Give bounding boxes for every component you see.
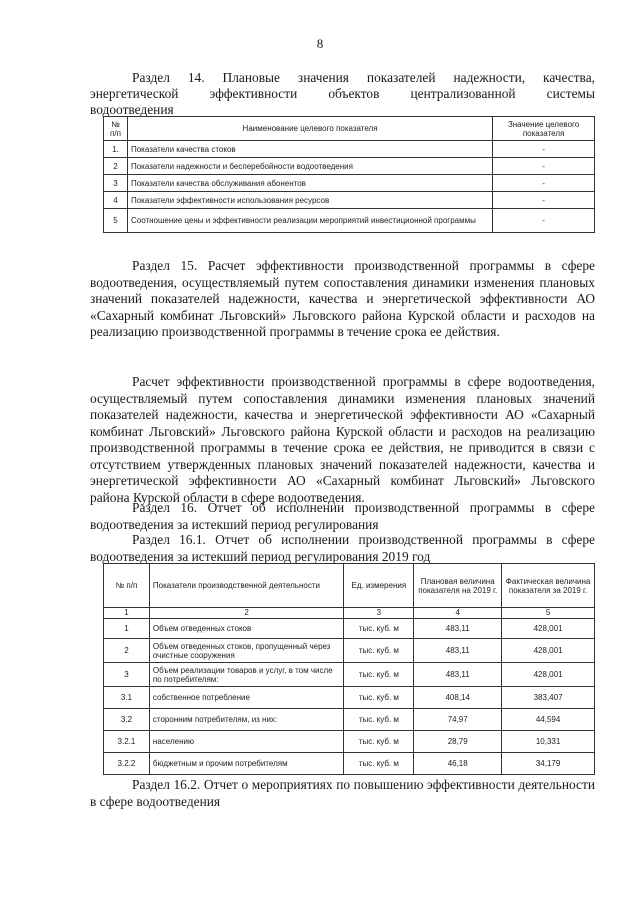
header-num: № п/п	[104, 564, 150, 608]
row-fact: 34,179	[502, 753, 595, 775]
row-num: 3.1	[104, 687, 150, 709]
table-row	[104, 619, 595, 639]
row-num: 3	[104, 663, 150, 687]
row-num: 2	[104, 158, 128, 175]
row-name: собственное потребление	[149, 687, 344, 709]
row-name: Показатели надежности и бесперебойности водоотведения	[127, 158, 492, 175]
table-row	[104, 639, 595, 663]
section14-heading	[90, 70, 595, 87]
section16-2-heading: Раздел 16.2. Отчет о мероприятиях по повышению эффективности деятельности в сфере водоотведения	[90, 777, 595, 809]
row-num: 2	[104, 639, 150, 663]
row-num: 1	[104, 619, 150, 639]
col-number: 3	[344, 608, 414, 619]
col-number: 5	[502, 608, 595, 619]
row-unit: тыс. куб. м	[344, 731, 414, 753]
column-number-row	[104, 608, 595, 619]
production-report-table	[103, 563, 595, 775]
row-name: Объем реализации товаров и услуг, в том числе по потребителям:	[149, 663, 344, 687]
table-row	[104, 175, 595, 192]
col-number: 4	[414, 608, 502, 619]
row-name: бюджетным и прочим потребителям	[149, 753, 344, 775]
row-num: 3	[104, 175, 128, 192]
row-name: сторонним потребителям, из них:	[149, 709, 344, 731]
table-row	[104, 731, 595, 753]
row-fact: 383,407	[502, 687, 595, 709]
header-fact: Фактическая величина показателя за 2019 г.	[502, 564, 595, 608]
row-name: Показатели эффективности использования ресурсов	[127, 192, 492, 209]
row-plan: 28,79	[414, 731, 502, 753]
row-plan: 483,11	[414, 639, 502, 663]
header-unit: Ед. измерения	[344, 564, 414, 608]
table-row	[104, 141, 595, 158]
section16-1-heading: Раздел 16.1. Отчет об исполнении производственной программы в сфере водоотведения за истекший период регулирования 2019 год	[90, 532, 595, 564]
section14-heading-line1: Раздел 14. Плановые значения показателей надежности, качества,	[132, 70, 595, 85]
row-unit: тыс. куб. м	[344, 753, 414, 775]
row-name: Объем отведенных стоков	[149, 619, 344, 639]
row-plan: 483,11	[414, 663, 502, 687]
table-row	[104, 158, 595, 175]
row-plan: 74,97	[414, 709, 502, 731]
table-header-row	[104, 564, 595, 608]
table-row	[104, 687, 595, 709]
row-unit: тыс. куб. м	[344, 687, 414, 709]
table-row	[104, 663, 595, 687]
row-unit: тыс. куб. м	[344, 619, 414, 639]
row-num: 3.2	[104, 709, 150, 731]
row-unit: тыс. куб. м	[344, 639, 414, 663]
header-value: Значение целевого показателя	[493, 117, 595, 141]
row-name: Показатели качества обслуживания абонентов	[127, 175, 492, 192]
row-num: 1.	[104, 141, 128, 158]
row-fact: 428,001	[502, 639, 595, 663]
row-value: -	[493, 209, 595, 233]
target-indicators-table	[103, 116, 595, 233]
row-num: 4	[104, 192, 128, 209]
table-row	[104, 709, 595, 731]
row-num: 3.2.1	[104, 731, 150, 753]
row-fact: 428,001	[502, 619, 595, 639]
row-value: -	[493, 175, 595, 192]
section15-paragraph1: Раздел 15. Расчет эффективности производственной программы в сфере водоотведения, осуществляемый путем сопоставления динамики изменения плановых значений показателей надежности, качества и энергетической эффективности АО «Сахарный комбинат Льговский» Льговского района Курской области и расходов на реализацию производственной программы в течение срока ее действия.	[90, 258, 595, 339]
row-value: -	[493, 158, 595, 175]
row-value: -	[493, 192, 595, 209]
row-name: населению	[149, 731, 344, 753]
row-fact: 10,331	[502, 731, 595, 753]
section14-heading-line2: энергетической эффективности объектов централизованной системы	[90, 86, 595, 101]
header-indicator: Показатели производственной деятельности	[149, 564, 344, 608]
header-plan: Плановая величина показателя на 2019 г.	[414, 564, 502, 608]
table-header-row	[104, 117, 595, 141]
row-plan: 46,18	[414, 753, 502, 775]
col-number: 2	[149, 608, 344, 619]
table-row	[104, 192, 595, 209]
row-fact: 428,001	[502, 663, 595, 687]
col-number: 1	[104, 608, 150, 619]
row-name: Показатели качества стоков	[127, 141, 492, 158]
table-row	[104, 209, 595, 233]
row-fact: 44,594	[502, 709, 595, 731]
header-num: № п/п	[104, 117, 128, 141]
page-number: 8	[316, 36, 324, 51]
row-name: Объем отведенных стоков, пропущенный через очистные сооружения	[149, 639, 344, 663]
row-name: Соотношение цены и эффективности реализации мероприятий инвестиционной программы	[127, 209, 492, 233]
table-row	[104, 753, 595, 775]
section15-paragraph2: Расчет эффективности производственной программы в сфере водоотведения, осуществляемый путем сопоставления динамики изменения плановых значений показателей надежности, качества и энергетической эффективности АО «Сахарный комбинат Льговский» Льговского района Курской области и расходов на реализацию производственной программы в течение срока ее действия, не приводится в связи с отсутствием утвержденных плановых значений показателей надежности, качества и энергетической эффективности АО «Сахарный комбинат Льговский» Льговского района Курской области в сфере водоотведения.	[90, 374, 595, 505]
row-unit: тыс. куб. м	[344, 663, 414, 687]
row-plan: 408,14	[414, 687, 502, 709]
row-plan: 483,11	[414, 619, 502, 639]
row-num: 5	[104, 209, 128, 233]
header-name: Наименование целевого показателя	[127, 117, 492, 141]
section16-heading: Раздел 16. Отчет об исполнении производственной программы в сфере водоотведения за истекший период регулирования	[90, 500, 595, 532]
row-num: 3.2.2	[104, 753, 150, 775]
row-value: -	[493, 141, 595, 158]
section14-heading-line3: водоотведения	[90, 102, 174, 117]
row-unit: тыс. куб. м	[344, 709, 414, 731]
